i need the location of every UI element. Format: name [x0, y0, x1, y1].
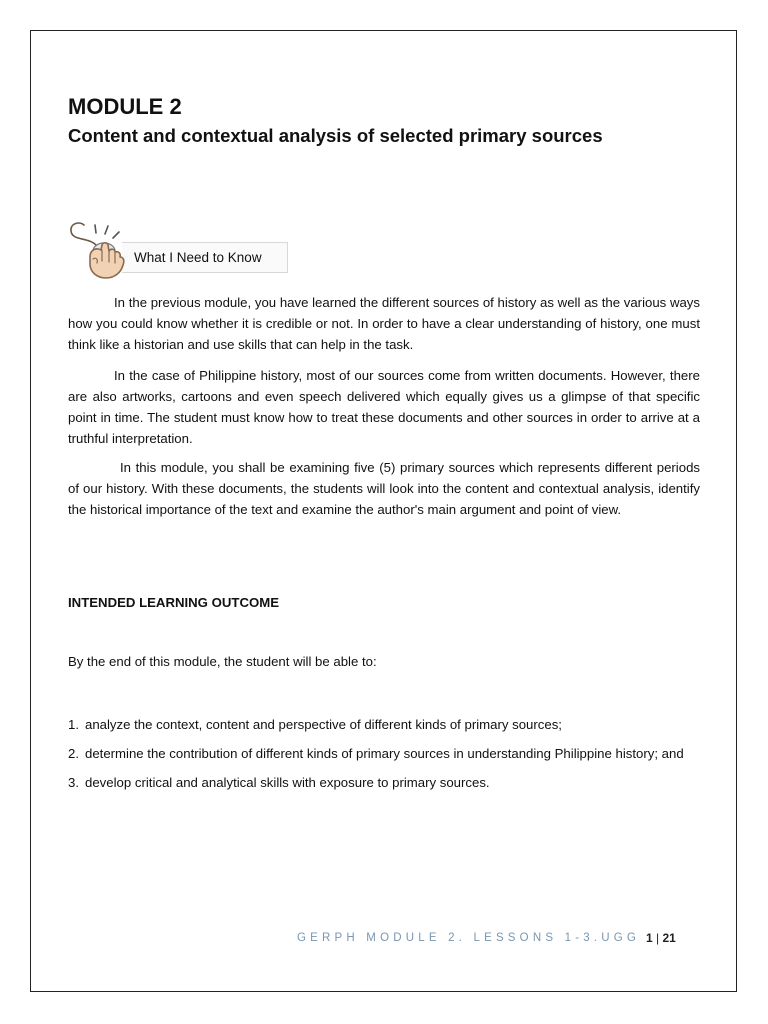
learning-outcome-list	[68, 710, 708, 797]
learning-outcome-heading: INTENDED LEARNING OUTCOME	[68, 595, 279, 610]
hand-pointer-icon	[66, 217, 136, 283]
list-item-text: analyze the context, content and perspective of different kinds of primary sources;	[85, 717, 562, 732]
list-item-number: 3.	[68, 775, 79, 790]
banner-label: What I Need to Know	[134, 250, 262, 265]
list-item	[68, 739, 708, 768]
what-i-need-to-know-banner	[66, 217, 290, 283]
list-item-number: 1.	[68, 717, 79, 732]
list-item-text: develop critical and analytical skills with exposure to primary sources.	[85, 775, 490, 790]
list-item	[68, 768, 708, 797]
list-item-text: determine the contribution of different kinds of primary sources in understanding Philippine history; and	[85, 746, 684, 761]
learning-outcome-intro: By the end of this module, the student will be able to:	[68, 654, 377, 669]
list-item-number: 2.	[68, 746, 79, 761]
paragraph-philippine-history: In the case of Philippine history, most of our sources come from written documents. However, there are also artworks, cartoons and even speech delivered which equally gives us a glimpse of that specific point in time. The student must know how to treat these documents and other sources in order to arrive at a truthful interpretation.	[68, 368, 700, 446]
paragraph-this-module: In this module, you shall be examining five (5) primary sources which represents different periods of our history. With these documents, the students will look into the content and contextual analysis, identify the historical importance of the text and examine the author's main argument and point of view.	[68, 460, 700, 517]
page-separator: |	[656, 931, 660, 945]
footer-page-number	[646, 931, 676, 945]
module-subtitle: Content and contextual analysis of selected primary sources	[68, 125, 603, 146]
total-pages: 21	[662, 931, 676, 945]
page-number: 1	[646, 931, 653, 945]
list-item	[68, 710, 708, 739]
footer-running-title: GERPH MODULE 2. LESSONS 1-3.UGG	[297, 932, 641, 944]
module-title: MODULE 2	[68, 94, 182, 119]
paragraph-previous-module: In the previous module, you have learned the different sources of history as well as the various ways how you could know whether it is credible or not. In order to have a clear understanding of history, one must think like a historian and use skills that can help in the task.	[68, 295, 700, 352]
